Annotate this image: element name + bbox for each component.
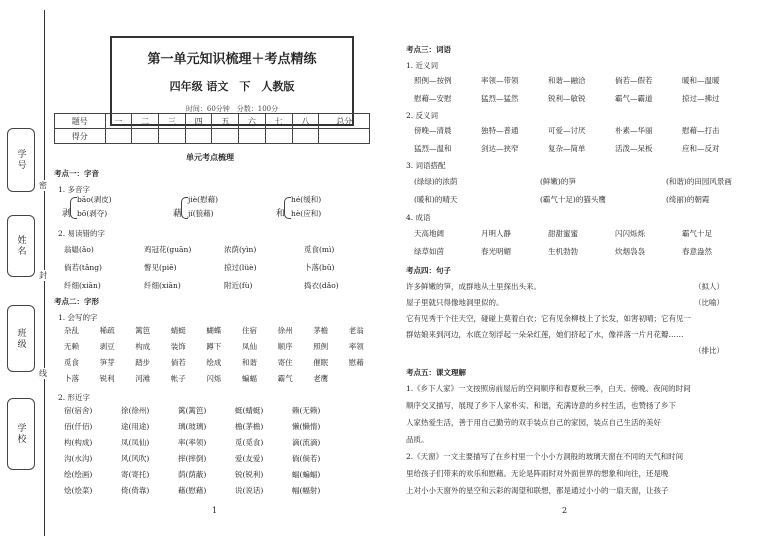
score-table [54,113,370,144]
similar-char: 途(用途) [121,422,150,431]
sentence-text: 许多鲜嫩的笋，成群地从土里探出头来。 [406,282,541,291]
idiom: 炊烟袅袅 [615,247,645,256]
brace [181,197,188,219]
antonym-pair: 独特—普通 [481,126,519,135]
write-word: 倘若 [170,358,186,367]
poly-char: 剥 [62,209,72,219]
sub-heading: 2. 易读错的字 [58,229,106,238]
similar-char: 说(说话) [235,486,264,495]
similar-char: 寄(寄托) [121,470,150,479]
similar-char: 构(构成) [64,438,93,447]
antonym-pair: 傍晚—清晨 [414,126,452,135]
write-word: 无赖 [64,342,79,351]
similar-char: 率(率领) [178,438,207,447]
synonym-pair: 掠过—拂过 [682,94,720,103]
write-word: 率领 [348,342,364,351]
score-cell: 总分 [319,114,370,129]
seal-char: 封 [39,271,47,280]
write-word: 篱笆 [135,326,151,335]
synonym-pair: 霸气—霸道 [615,94,653,103]
score-cell: 题号 [55,114,106,129]
seal-char: 密 [39,181,47,190]
write-word: 踏步 [135,358,151,367]
page-number: 2 [562,506,568,515]
write-word: 剥豆 [99,342,115,351]
synonym-pair: 暖和—温暖 [682,76,720,85]
collocation: (绮丽)的朝霞 [666,195,710,204]
write-word: 凤仙 [242,342,257,351]
write-word: 顺序 [277,342,293,351]
page-subtitle: 四年级 语文 下 人教版 [169,80,295,93]
poly-reading: hè(应和) [291,209,322,218]
page-title: 第一单元知识梳理＋考点精练 [147,52,317,67]
idiom: 闪闪烁烁 [615,229,645,238]
seal-char: 线 [39,369,47,378]
score-input[interactable] [265,129,292,144]
brace [284,197,291,219]
collocation: (和谐)的田园风景画 [666,177,732,186]
misread-word: 附近(fù) [224,281,253,290]
write-word: 和谐 [242,358,257,367]
similar-char: 锐(锐利) [235,470,264,479]
antonym-pair: 朴素—华丽 [615,126,653,135]
school-field[interactable]: 学校 [7,398,35,470]
idiom: 春光明媚 [481,247,511,256]
sentence-text: 群姑娘来到河边，水底立刻浮起一朵朵红莲，她们挤起了水，像祥落一片月花瓣…… [406,330,684,339]
score-input[interactable] [319,129,370,144]
similar-char: 烩(烩菜) [64,486,93,495]
write-word: 蜻蜓 [170,326,186,335]
write-word: 杂乱 [64,326,79,335]
similar-char: 蜓(蜻蜓) [235,406,264,415]
score-cell: 一 [105,114,132,129]
antonym-pair: 应和—反对 [682,144,720,153]
score-cell: 二 [132,114,159,129]
misread-word: 翁媪(ǎo) [64,245,94,254]
comprehension-line: 上对小小天窗外的星空和云彩的渴望和联想，都是通过小小的一扇天窗，让孩子 [406,486,669,495]
idiom: 绿草如茵 [414,247,444,256]
antonym-pair: 活泼—呆板 [615,144,653,153]
score-value-row [55,129,370,144]
idiom: 春意盎然 [682,247,712,256]
idiom: 霸气十足 [682,229,712,238]
score-input[interactable] [292,129,319,144]
collocation: (鲜嫩)的笋 [540,177,576,186]
score-input[interactable] [239,129,266,144]
write-word: 笋芽 [99,358,115,367]
sentence-text: 屋子里就只得像地洞里似的。 [406,298,504,307]
write-word: 茅檐 [313,326,329,335]
write-word: 慰藉 [348,358,364,367]
sentence-text: 它有见秀干个往天空，碰碰上莫着白衣；它有见余柳枝上了长发，如害初晴；它有见一 [406,314,691,323]
idiom: 生机勃勃 [548,247,578,256]
misread-word: 卜落(bǔ) [304,263,335,272]
rhetoric-tag: （比喻） [694,298,724,307]
misread-word: 倘若(tǎng) [64,263,102,272]
synonym-pair: 猛烈—猛然 [481,94,519,103]
similar-char: 凤(凤仙) [121,438,150,447]
similar-char: 篱(篱笆) [178,406,207,415]
poly-reading: bāo(剥皮) [77,195,112,204]
antonym-pair: 复杂—简单 [548,144,586,153]
similar-char: 璃(玻璃) [178,422,207,431]
antonym-pair: 慰藉—打击 [682,126,720,135]
poly-char: 和 [276,209,286,219]
score-input[interactable] [158,129,185,144]
misread-word: 纤细(xiān) [144,281,181,290]
section-title: 单元考点梳理 [186,152,234,162]
write-word: 帐子 [170,374,186,383]
score-cell: 四 [185,114,212,129]
write-word: 稀疏 [99,326,115,335]
comprehension-line: 2.《天窗》一文主要描写了在乡村里一个小小方洞般的玻璃天窗在不同的天气和时间 [406,452,684,461]
similar-char: 赖(无赖) [292,406,321,415]
comprehension-line: 1.《乡下人家》一文按照房前屋后的空间顺序和春夏秋三季，白天、傍晚、夜间的时间 [406,384,691,393]
similar-char: 绘(绘画) [64,470,93,479]
score-header-row [55,114,370,129]
similar-char: 倘(倘若) [292,454,321,463]
misread-word: 捣衣(dǎo) [304,281,339,290]
write-word: 催眠 [313,358,329,367]
comprehension-line: 里给孩子们带来的欢乐和慰藉。无论是阵雨时对外面世界的想象和向往，还是晚 [406,469,669,478]
similar-char: 藉(慰藉) [178,486,207,495]
sub-heading: 3. 词语搭配 [406,161,446,170]
score-cell: 七 [265,114,292,129]
kp-heading: 考点一：字音 [54,169,99,178]
write-word: 老鹰 [313,374,329,383]
write-word: 老翁 [348,326,364,335]
write-word: 寄住 [277,358,293,367]
misread-word: 鸡冠花(guān) [144,245,192,254]
write-word: 蝴蝶 [206,326,222,335]
kp-heading: 考点三：词语 [406,45,451,54]
write-word: 住宿 [242,326,257,335]
similar-char: 徐(徐州) [121,406,150,415]
score-input[interactable] [212,129,239,144]
write-word: 照例 [313,342,329,351]
poly-reading: hé(缓和) [291,195,322,204]
sub-heading: 2. 反义词 [406,111,439,120]
similar-char: 倚(倚靠) [121,486,150,495]
synonym-pair: 锐利—敏锐 [548,94,586,103]
score-cell: 八 [292,114,319,129]
similar-char: 檐(茅檐) [235,422,264,431]
write-word: 闪烁 [206,374,222,383]
misread-word: 瞥见(piē) [144,263,177,272]
similar-char: 荫(荫蔽) [178,470,207,479]
synonym-pair: 和谐—融洽 [548,76,586,85]
idiom: 月明人静 [481,229,511,238]
score-cell: 三 [158,114,185,129]
write-word: 构成 [135,342,151,351]
student-id-field[interactable]: 学号 [7,128,35,192]
rhetoric-tag: （拟人） [694,282,724,291]
kp-heading: 考点四：句子 [406,266,451,275]
sub-heading: 1. 多音字 [58,185,91,194]
rhetoric-tag: （排比） [694,346,724,355]
similar-char: 沟(水沟) [64,454,93,463]
write-word: 绘成 [206,358,222,367]
similar-char: 摔(摔倒) [178,454,207,463]
kp-heading: 考点五：课文理解 [406,368,466,377]
similar-char: 懒(懒惰) [292,422,321,431]
write-word: 蝙蝠 [242,374,257,383]
synonym-pair: 慰藉—安慰 [414,94,452,103]
poly-reading: jiè(慰藉) [188,195,219,204]
similar-char: 风(风吹) [121,454,150,463]
binding-strip [0,0,50,546]
write-word: 觅食 [64,358,79,367]
similar-char: 佰(仟佰) [64,422,93,431]
score-cell: 六 [239,114,266,129]
time-score-note: 时间：60分钟 分数：100分 [185,105,279,113]
poly-reading: bō(剥夺) [77,209,108,218]
page-number: 1 [212,506,218,515]
write-word: 装饰 [170,342,186,351]
write-word: 河滩 [135,374,151,383]
misread-word: 浓荫(yìn) [224,245,257,254]
idiom: 天高地阔 [414,229,444,238]
collocation: (霸气十足)的猫头鹰 [540,195,606,204]
similar-char: 蝠(蝙蝠) [292,470,321,479]
write-word: 锐利 [99,374,115,383]
write-word: 霸气 [277,374,293,383]
collocation: (暖和)的晴天 [414,195,458,204]
comprehension-line: 顺序交叉描写，展现了乡下人家朴实、和谐，充满诗意的乡村生活，也赞扬了乡下 [406,401,676,410]
score-cell: 五 [212,114,239,129]
poly-reading: jí(狼藉) [188,209,214,218]
sub-heading: 1. 近义词 [406,61,439,70]
misread-word: 觅食(mì) [304,245,335,254]
write-word: 徐州 [277,326,293,335]
idiom: 甜甜蜜蜜 [548,229,578,238]
similar-char: 爱(友爱) [235,454,264,463]
synonym-pair: 照例—按例 [414,76,452,85]
misread-word: 纤细(xiān) [64,281,101,290]
kp-heading: 考点二：字形 [54,297,99,306]
similar-char: 觅(觅食) [235,438,264,447]
misread-word: 掠过(lüè) [224,263,257,272]
poly-char: 藉 [173,209,183,219]
similar-char: 幅(幅射) [292,486,321,495]
similar-char: 宿(宿舍) [64,406,93,415]
score-input[interactable] [185,129,212,144]
sub-heading: 2. 形近字 [58,393,91,402]
similar-char: 滴(流滴) [292,438,321,447]
comprehension-line: 人家热爱生活，善于用自己勤劳的双手装点自己的家园，装点自己生活的美好 [406,418,661,427]
sub-heading: 4. 成语 [406,213,431,222]
sub-heading: 1. 会写的字 [58,313,98,322]
score-input[interactable] [105,129,132,144]
synonym-pair: 倘若—假若 [615,76,653,85]
score-input[interactable] [132,129,159,144]
write-word: 蹲下 [206,342,222,351]
collocation: (绿绿)的浓荫 [414,177,458,186]
synonym-pair: 率领—带领 [481,76,519,85]
write-word: 卜落 [64,374,79,383]
comprehension-line: 品质。 [406,435,429,444]
antonym-pair: 猛烈—温和 [414,144,452,153]
score-label: 得分 [55,129,106,144]
name-field[interactable]: 姓名 [7,215,35,277]
antonym-pair: 可爱—讨厌 [548,126,586,135]
antonym-pair: 剑达—狭窄 [481,144,519,153]
class-field[interactable]: 班级 [7,305,35,372]
brace [70,197,77,219]
